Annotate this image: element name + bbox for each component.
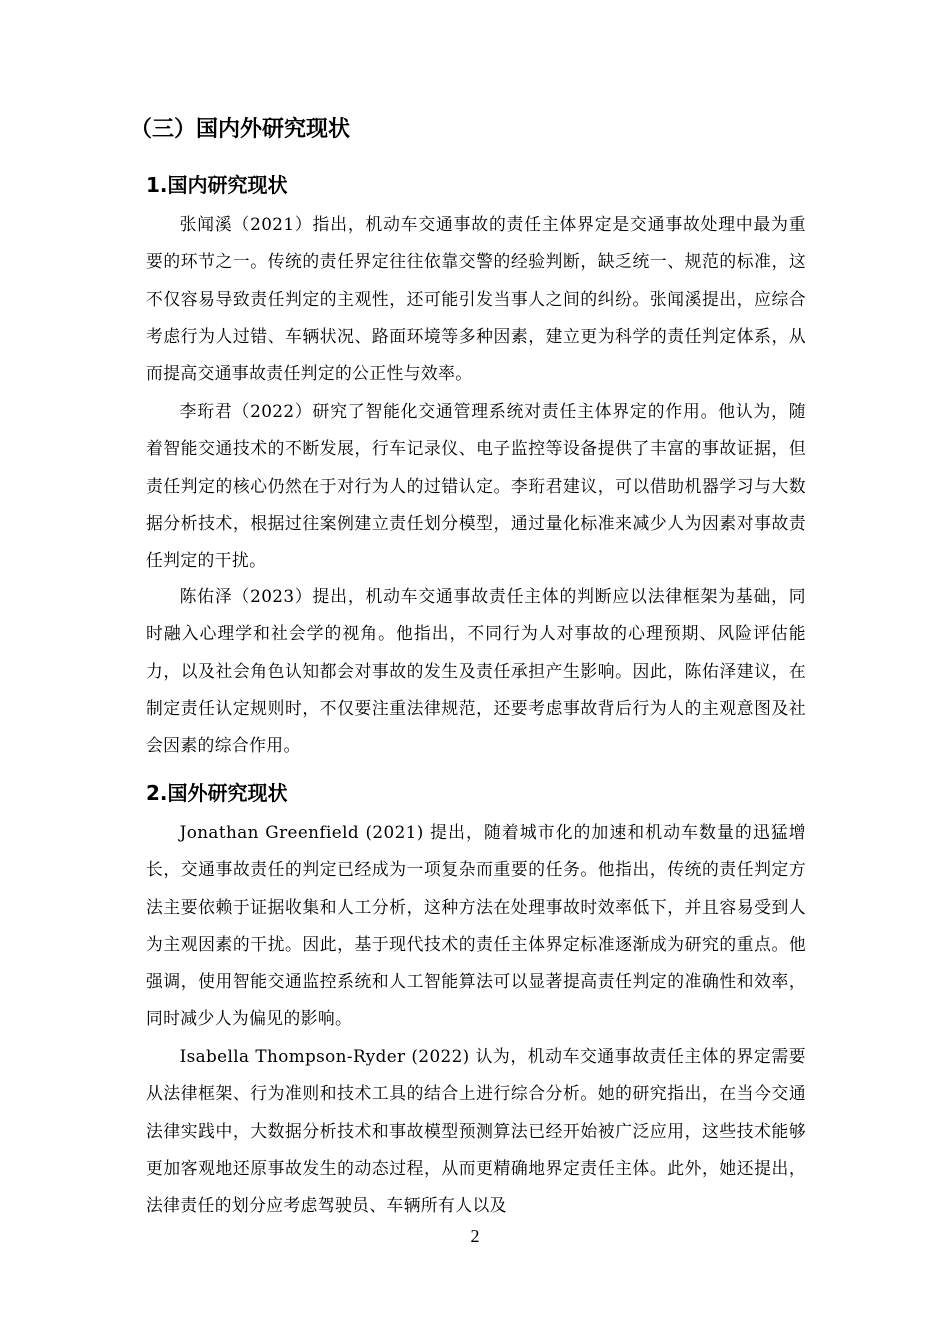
paragraph-chen: 陈佑泽（2023）提出，机动车交通事故责任主体的判断应以法律框架为基础，同时融入心理学和社会学的视角。他指出，不同行为人对事故的心理预期、风险评估能力，以及社会角色认知都会对事故的发生及责任承担产生影响。因此，陈佑泽建议，在制定责任认定规则时，不仅要注重法律规范，还要考虑事故背后行为人的主观意图及社会因素的综合作用。: [146, 586, 806, 756]
subsection-heading-foreign: 2.国外研究现状: [146, 781, 288, 805]
paragraph-greenfield: Jonathan Greenfield (2021) 提出，随着城市化的加速和机动车数量的迅猛增长，交通事故责任的判定已经成为一项复杂而重要的任务。他指出，传统的责任判定方法主要依赖于证据收集和人工分析，这种方法在处理事故时效率低下，并且容易受到人为主观因素的干扰。因此，基于现代技术的责任主体界定标准逐渐成为研究的重点。他强调，使用智能交通监控系统和人工智能算法可以显著提高责任判定的准确性和效率，同时减少人为偏见的影响。: [146, 822, 806, 1029]
page-number: 2: [470, 1226, 480, 1246]
paragraph-li: 李珩君（2022）研究了智能化交通管理系统对责任主体界定的作用。他认为，随着智能交通技术的不断发展，行车记录仪、电子监控等设备提供了丰富的事故证据，但责任判定的核心仍然在于对行为人的过错认定。李珩君建议，可以借助机器学习与大数据分析技术，根据过往案例建立责任划分模型，通过量化标准来减少人为因素对事故责任判定的干扰。: [146, 401, 806, 571]
section-title: （三）国内外研究现状: [130, 117, 351, 142]
paragraph-zhang: 张闻溪（2021）指出，机动车交通事故的责任主体界定是交通事故处理中最为重要的环节之一。传统的责任界定往往依靠交警的经验判断，缺乏统一、规范的标准，这不仅容易导致责任判定的主观性，还可能引发当事人之间的纠纷。张闻溪提出，应综合考虑行为人过错、车辆状况、路面环境等多种因素，建立更为科学的责任判定体系，从而提高交通事故责任判定的公正性与效率。: [146, 214, 806, 384]
paragraph-thompson-ryder: Isabella Thompson-Ryder (2022) 认为，机动车交通事故责任主体的界定需要从法律框架、行为准则和技术工具的结合上进行综合分析。她的研究指出，在当今交通法律实践中，大数据分析技术和事故模型预测算法已经开始被广泛应用，这些技术能够更加客观地还原事故发生的动态过程，从而更精确地界定责任主体。此外，她还提出，法律责任的划分应考虑驾驶员、车辆所有人以及: [146, 1046, 806, 1216]
subsection-heading-domestic: 1.国内研究现状: [146, 173, 288, 197]
